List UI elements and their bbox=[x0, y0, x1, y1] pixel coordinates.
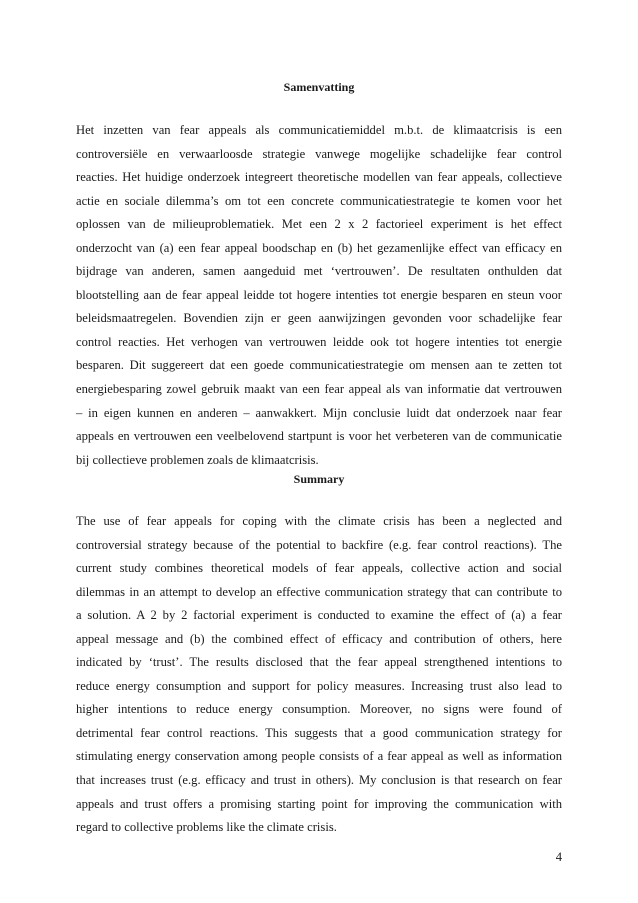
summary-heading: Summary bbox=[293, 472, 345, 486]
paragraph-line: actie en sociale dilemma’s om tot een concrete communicatiestrategie te komen voor het bbox=[76, 193, 562, 208]
paragraph-line: besparen. Dit suggereert dat een goede communicatiestrategie om mensen aan te zetten tot bbox=[76, 358, 562, 373]
summary-paragraph bbox=[76, 510, 562, 840]
paragraph-line: controversiële en verwaarloosde strategie vanwege mogelijke schadelijke fear control bbox=[76, 146, 562, 161]
paragraph-line: control reacties. Het verhogen van vertrouwen leidde ook tot hogere intenties tot energie bbox=[76, 334, 562, 349]
paragraph-line: current study combines theoretical models of fear appeals, collective action and social bbox=[76, 561, 562, 576]
paragraph-line: a solution. A 2 by 2 factorial experiment is conducted to examine the effect of (a) a fear bbox=[76, 608, 562, 623]
paragraph-line: blootstelling aan de fear appeal leidde tot hogere intenties tot energie besparen en steun voor bbox=[76, 287, 562, 302]
paragraph-line: that increases trust (e.g. efficacy and trust in others). My conclusion is that research on fear bbox=[76, 773, 562, 788]
paragraph-line: controversial strategy because of the potential to backfire (e.g. fear control reactions). The bbox=[76, 537, 562, 552]
paragraph-line: oplossen van de milieuproblematiek. Met een 2 x 2 factorieel experiment is het effect bbox=[76, 217, 562, 232]
paragraph-line: higher intentions to reduce energy consumption. Moreover, no signs were found of bbox=[76, 702, 562, 717]
paragraph-line: stimulating energy conservation among people consists of a fear appeal as well as information bbox=[76, 749, 562, 764]
paragraph-line: The use of fear appeals for coping with the climate crisis has been a neglected and bbox=[76, 514, 562, 528]
samenvatting-paragraph bbox=[76, 119, 562, 472]
paragraph-line: appeal message and (b) the combined effect of efficacy and contribution of others, here bbox=[76, 631, 562, 646]
paragraph-line: dilemmas in an attempt to develop an effective communication strategy that can contribute to bbox=[76, 584, 562, 599]
page-number: 4 bbox=[555, 850, 562, 864]
paragraph-line: bij collectieve problemen zoals de klimaatcrisis. bbox=[76, 452, 319, 467]
paragraph-line: reacties. Het huidige onderzoek integreert theoretische modellen van fear appeals, collectieve bbox=[76, 170, 562, 185]
paragraph-line: onderzocht van (a) een fear appeal boodschap en (b) het gezamenlijke effect van efficacy en bbox=[76, 240, 562, 255]
paragraph-line: energiebesparing zowel gebruik maakt van een fear appeal als van informatie dat vertrouwen bbox=[76, 382, 562, 397]
paragraph-line: appeals and trust offers a promising starting point for improving the communication with bbox=[76, 796, 562, 811]
paragraph-line: – in eigen kunnen en anderen – aanwakkert. Mijn conclusie luidt dat onderzoek naar fear bbox=[76, 405, 562, 420]
paragraph-line: bijdrage van anderen, samen aangeduid met ‘vertrouwen’. De resultaten onthulden dat bbox=[76, 264, 562, 279]
paragraph-line: appeals en vertrouwen een veelbelovend startpunt is voor het verbeteren van de communicatie bbox=[76, 429, 562, 444]
samenvatting-heading: Samenvatting bbox=[283, 80, 355, 94]
paragraph-line: detrimental fear control reactions. This suggests that a good communication strategy for bbox=[76, 725, 562, 740]
paragraph-line: regard to collective problems like the climate crisis. bbox=[76, 820, 337, 835]
paragraph-line: indicated by ‘trust’. The results disclosed that the fear appeal strengthened intentions to bbox=[76, 655, 562, 670]
paragraph-line: beleidsmaatregelen. Bovendien zijn er geen aanwijzingen gevonden voor schadelijke fear bbox=[76, 311, 562, 326]
paragraph-line: reduce energy consumption and support for policy measures. Increasing trust also lead to bbox=[76, 678, 562, 693]
paragraph-line: Het inzetten van fear appeals als communicatiemiddel m.b.t. de klimaatcrisis is een bbox=[76, 123, 562, 137]
